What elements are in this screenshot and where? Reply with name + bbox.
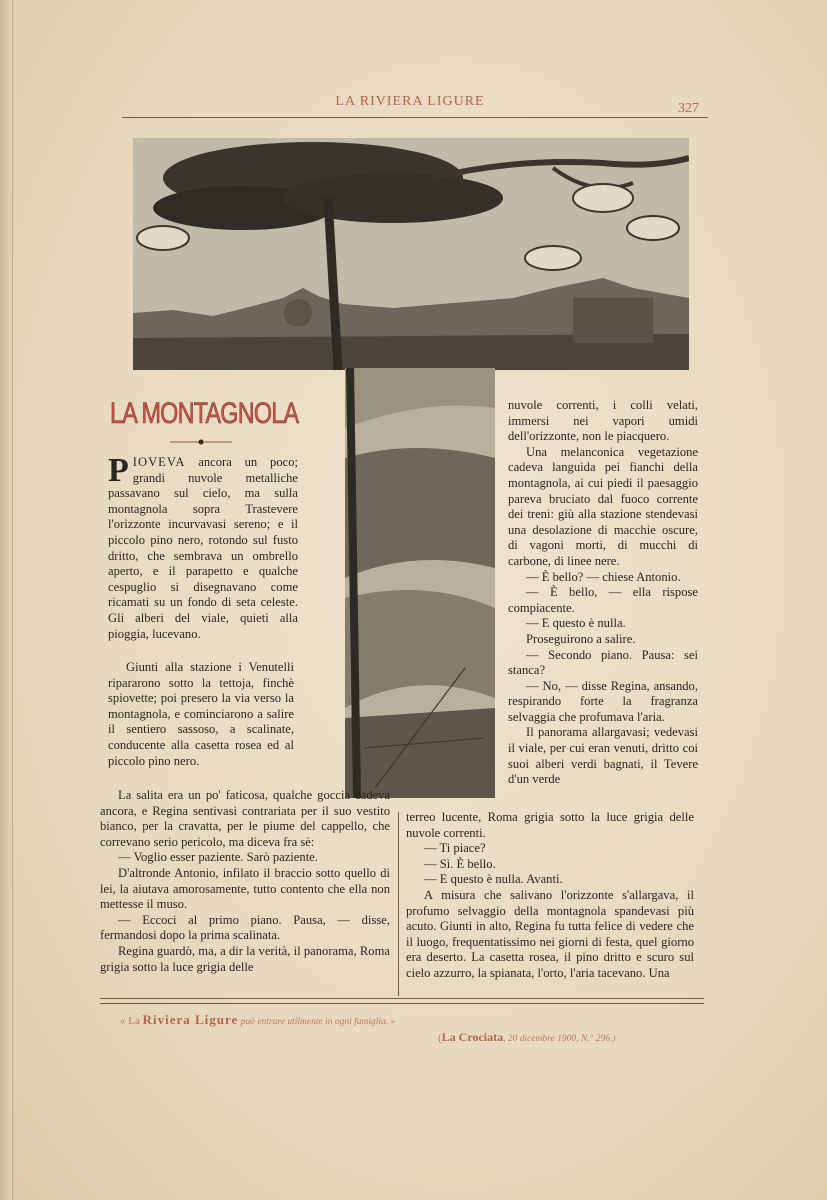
article-title-lettering (110, 385, 300, 431)
source-rest: , 20 dicembre 1900, N.° 296.) (503, 1034, 616, 1044)
landscape-illustration (133, 138, 689, 370)
paragraph: A misura che salivano l'orizzonte s'allargava, il profumo selvaggio della montagnola spandevasi più acuto. Giunti in alto, Regina fu tutta felice di vedere che il luogo, frequentatissimo nei giorni di festa, quel giorno era deserto. La casetta rosea, il pino dritto e scuro sul cielo azzurro, la spianata, l'orto, l'aria tacevano. Una (406, 887, 694, 980)
quote-brand: Riviera Ligure (142, 1012, 239, 1027)
header-rule (122, 117, 708, 118)
footer-rule (100, 1003, 704, 1004)
paragraph: — Voglio esser paziente. Sarò paziente. (118, 850, 318, 865)
paragraph: ancora un poco; grandi nuvole metalliche passavano sul cielo, ma sulla montagnola sopra Trastevere l'orizzonte incurvavasi sereno; e il piccolo pino nero, rotondo sul fusto dritto, che sembrava un ombrello aperto, e il parapetto e qualche cespuglio si disegnavano come ricamati su un fondo di seta celeste. Gli alberi del viale, quieti alla pioggia, lucevano. (108, 455, 298, 641)
paragraph: — Eccoci al primo piano. Pausa, — disse, fermandosi dopo la prima scalinata. (100, 912, 390, 943)
quote-rest: può entrare utilmente in ogni famiglia. » (238, 1017, 396, 1027)
paragraph: La salita era un po' faticosa, qualche goccia cadeva ancora, e Regina sentivasi contrariata per il suo vestito bianco, per la cravatta, per le piume del cappello, che correvano serio pericolo, ma diceva fra sè: (100, 788, 390, 849)
paragraph: — È bello? — chiese Antonio. (526, 569, 681, 584)
paragraph: — E questo è nulla. (526, 616, 626, 631)
footer-quote (120, 1012, 560, 1028)
paragraph: — Ti piace? (424, 841, 486, 856)
paragraph: — Sì. È bello. (424, 856, 496, 871)
magazine-title: LA RIVIERA LIGURE (335, 94, 485, 109)
page-number: 327 (678, 101, 699, 116)
column-bottom-left (100, 788, 390, 975)
column-bottom-right (406, 810, 694, 982)
paragraph: — È bello, — ella rispose compiacente. (508, 585, 698, 615)
column-left-middle (108, 660, 294, 769)
column-divider (398, 812, 399, 996)
paragraph: D'altronde Antonio, infilato il braccio sotto quello di lei, la aiutava amorosamente, tutto contento che ella non mettesse il muso. (100, 865, 390, 912)
title-ornament (170, 438, 232, 446)
article-title: LA MONTAGNOLA (110, 396, 299, 430)
paragraph: Giunti alla stazione i Venutelli ripararono sotto la tettoja, finchè spiovette; poi presero la via verso la montagnola, e cominciarono a salire il sentiero sassoso, a scalinate, conducente alla casetta rosea ed al piccolo pino nero. (108, 660, 294, 768)
binding-edge (0, 0, 13, 1200)
footer-rule (100, 998, 704, 999)
paragraph: nuvole correnti, i colli velati, immersi nei vapori umidi dell'orizzonte, non le piacquero. (508, 398, 698, 444)
first-word: IOVEVA (132, 455, 186, 469)
drop-cap: P (108, 452, 129, 489)
hillside-illustration (345, 368, 495, 798)
paragraph: Proseguirono a salire. (526, 631, 636, 646)
paragraph: terreo lucente, Roma grigia sotto la luce grigia delle nuvole correnti. (406, 810, 694, 840)
source-name: La Crociata (441, 1030, 504, 1044)
paragraph: Una melanconica vegetazione cadeva languida pei fianchi della montagnola, ai cui piedi il paesaggio pareva bruciato dal fuoco corrente dei treni: giù alla stazione stendevasi una desolazione di macchie oscure, di vagoni morti, di mucchi di carbone, di linee nere. (508, 444, 698, 568)
quote-open: « La (120, 1015, 143, 1027)
column-right-top (508, 398, 698, 788)
opening-paragraph (108, 452, 298, 642)
column-left-top (108, 452, 298, 642)
paragraph: — No, — disse Regina, ansando, respirando forte la fragranza selvaggia che profumava l'aria. (508, 678, 698, 724)
paragraph: — Secondo piano. Pausa: sei stanca? (508, 647, 698, 678)
paragraph: — E questo è nulla. Avanti. (424, 872, 563, 887)
source-open: ( (438, 1032, 442, 1044)
footer-source (438, 1030, 698, 1045)
paragraph: Il panorama allargavasi; vedevasi il viale, per cui eran venuti, dritto coi suoi alberi verdi bagnati, il Tevere d'un verde (508, 725, 698, 787)
paragraph: Regina guardò, ma, a dir la verità, il panorama, Roma grigia sotto la luce grigia delle (100, 943, 390, 974)
